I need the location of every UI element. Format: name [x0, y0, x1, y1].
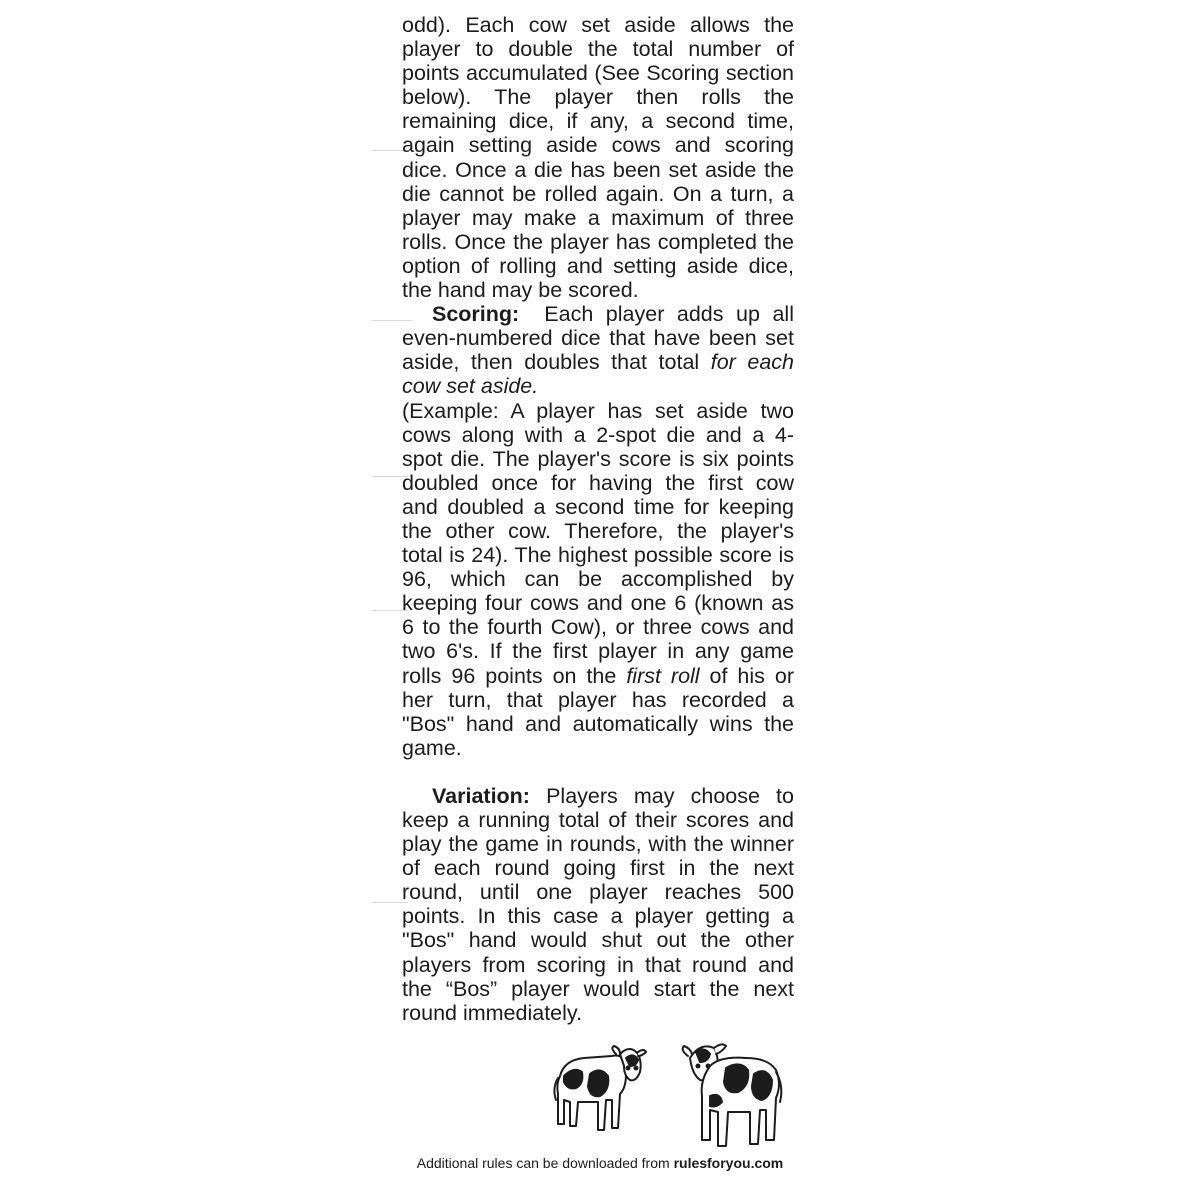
rules-column [402, 13, 794, 1025]
cow-right-icon [683, 1044, 782, 1146]
continuation-text: odd). Each cow set aside allows the player to double the total number of points accumulated (See Scoring section below). The player then rolls the remaining dice, if any, a second time, again setting aside cows and scoring dice. Once a die has been set aside the die cannot be rolled again. On a turn, a player may make a maximum of three rolls. Once the player has completed the option of rolling and setting aside dice, the hand may be scored. [402, 13, 794, 303]
scoring-paragraph [402, 302, 794, 398]
footer-text: Additional rules can be downloaded from [416, 1155, 670, 1171]
rules-continuation-paragraph [402, 13, 794, 302]
variation-text: Players may choose to keep a running total of their scores and play the game in rounds, with the winner of each round going first in the next round, until one player reaches 500 points. In this case a player getting a "Bos" hand would shut out the other players from scoring in that round and the “Bos” player would start the next round immediately. [402, 783, 794, 1025]
scoring-text: Each player adds up all even-numbered dice that have been set aside, then doubles that total [402, 302, 794, 375]
example-italic-text: first roll [626, 663, 700, 688]
cow-left-icon [554, 1046, 646, 1130]
variation-heading: Variation: [432, 783, 530, 808]
footer-note [0, 1155, 1200, 1171]
variation-paragraph [402, 784, 794, 1025]
scoring-heading: Scoring: [432, 302, 520, 327]
two-holstein-cows-icon [550, 1036, 790, 1156]
example-text: (Example: A player has set aside two cows along with a 2-spot die and a 4-spot die. The player's score is six points doubled once for having the first cow and doubled a second time for keeping the other cow. Therefore, the player's total is 24). The highest possible score is 96, which can be accomplished by keeping four cows and one 6 (known as 6 to the fourth Cow), or three cows and two 6's. If the first player in any game rolls 96 points on the [402, 398, 794, 688]
scoring-italic-text: for each cow set aside. [402, 350, 794, 399]
example-text-end: of his or her turn, that player has recorded a "Bos" hand and automatically wins the game. [402, 663, 794, 760]
footer-link[interactable]: rulesforyou.com [673, 1155, 784, 1171]
example-paragraph [402, 399, 794, 760]
